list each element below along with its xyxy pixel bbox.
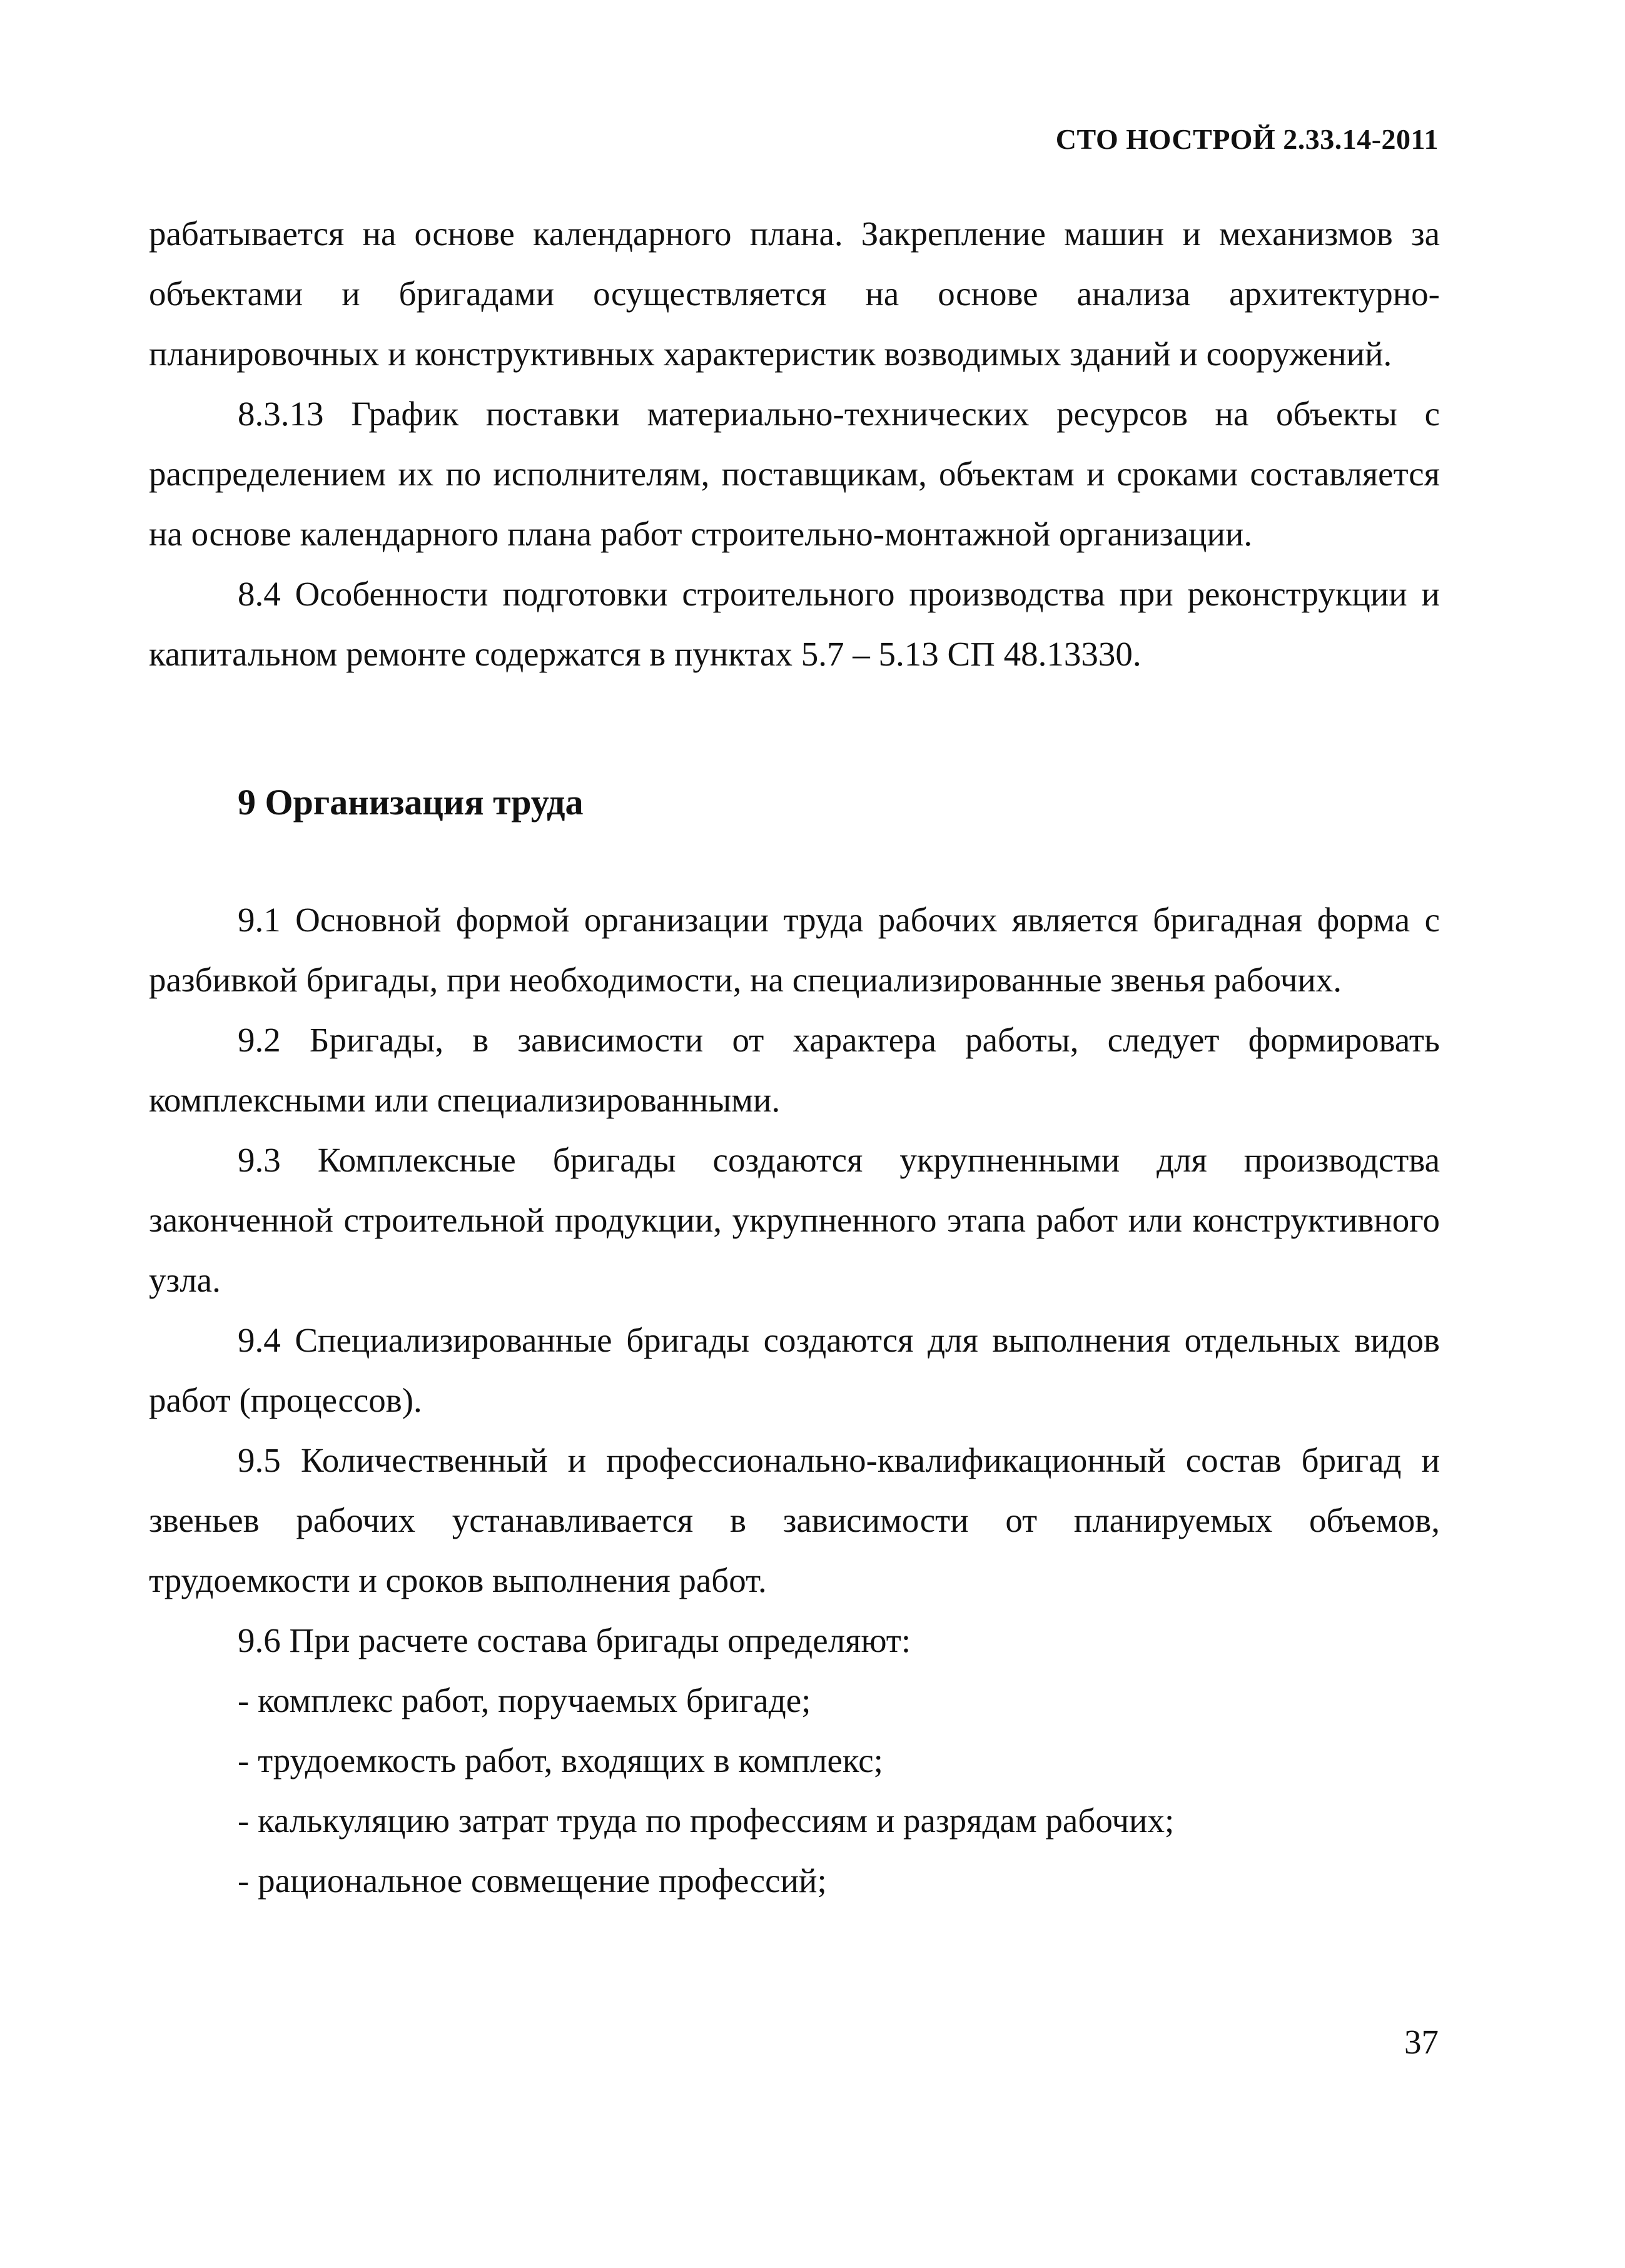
paragraph-9-2: 9.2 Бригады, в зависимости от характера работы, следует формировать комплексными или специализированными. bbox=[149, 1021, 1440, 1119]
paragraph-9-3: 9.3 Комплексные бригады создаются укрупненными для производства законченной строительной продукции, укрупненного этапа работ или конструктивного узла. bbox=[149, 1141, 1440, 1299]
list-item: - трудоемкость работ, входящих в комплекс; bbox=[238, 1741, 883, 1779]
list-item: - калькуляцию затрат труда по профессиям и разрядам рабочих; bbox=[238, 1801, 1175, 1840]
document-header: СТО НОСТРОЙ 2.33.14-2011 bbox=[1055, 123, 1439, 155]
page-body bbox=[149, 204, 1440, 1911]
list-item: - комплекс работ, поручаемых бригаде; bbox=[238, 1681, 811, 1719]
list-item: - рациональное совмещение профессий; bbox=[238, 1861, 827, 1900]
section-heading: 9 Организация труда bbox=[238, 782, 584, 823]
page-number: 37 bbox=[1404, 2023, 1439, 2061]
paragraph-9-4: 9.4 Специализированные бригады создаются для выполнения отдельных видов работ (процессов). bbox=[149, 1321, 1440, 1419]
paragraph-8-3-13: 8.3.13 График поставки материально-технических ресурсов на объекты с распределением их по исполнителям, поставщикам, объектам и сроками составляется на основе календарного плана работ строительно-монтажной организации. bbox=[149, 395, 1440, 553]
paragraph-9-6: 9.6 При расчете состава бригады определяют: bbox=[238, 1621, 911, 1659]
paragraph-9-5: 9.5 Количественный и профессионально-квалификационный состав бригад и звеньев рабочих устанавливается в зависимости от планируемых объемов, трудоемкости и сроков выполнения работ. bbox=[149, 1441, 1440, 1599]
paragraph-continuation: рабатывается на основе календарного плана. Закрепление машин и механизмов за объектами и бригадами осуществляется на основе анализа архитектурно-планировочных и конструктивных характеристик возводимых зданий и сооружений. bbox=[149, 215, 1440, 373]
paragraph-8-4: 8.4 Особенности подготовки строительного производства при реконструкции и капитальном ремонте содержатся в пунктах 5.7 – 5.13 СП 48.13330. bbox=[149, 575, 1440, 673]
paragraph-9-1: 9.1 Основной формой организации труда рабочих является бригадная форма с разбивкой бригады, при необходимости, на специализированные звенья рабочих. bbox=[149, 901, 1440, 999]
